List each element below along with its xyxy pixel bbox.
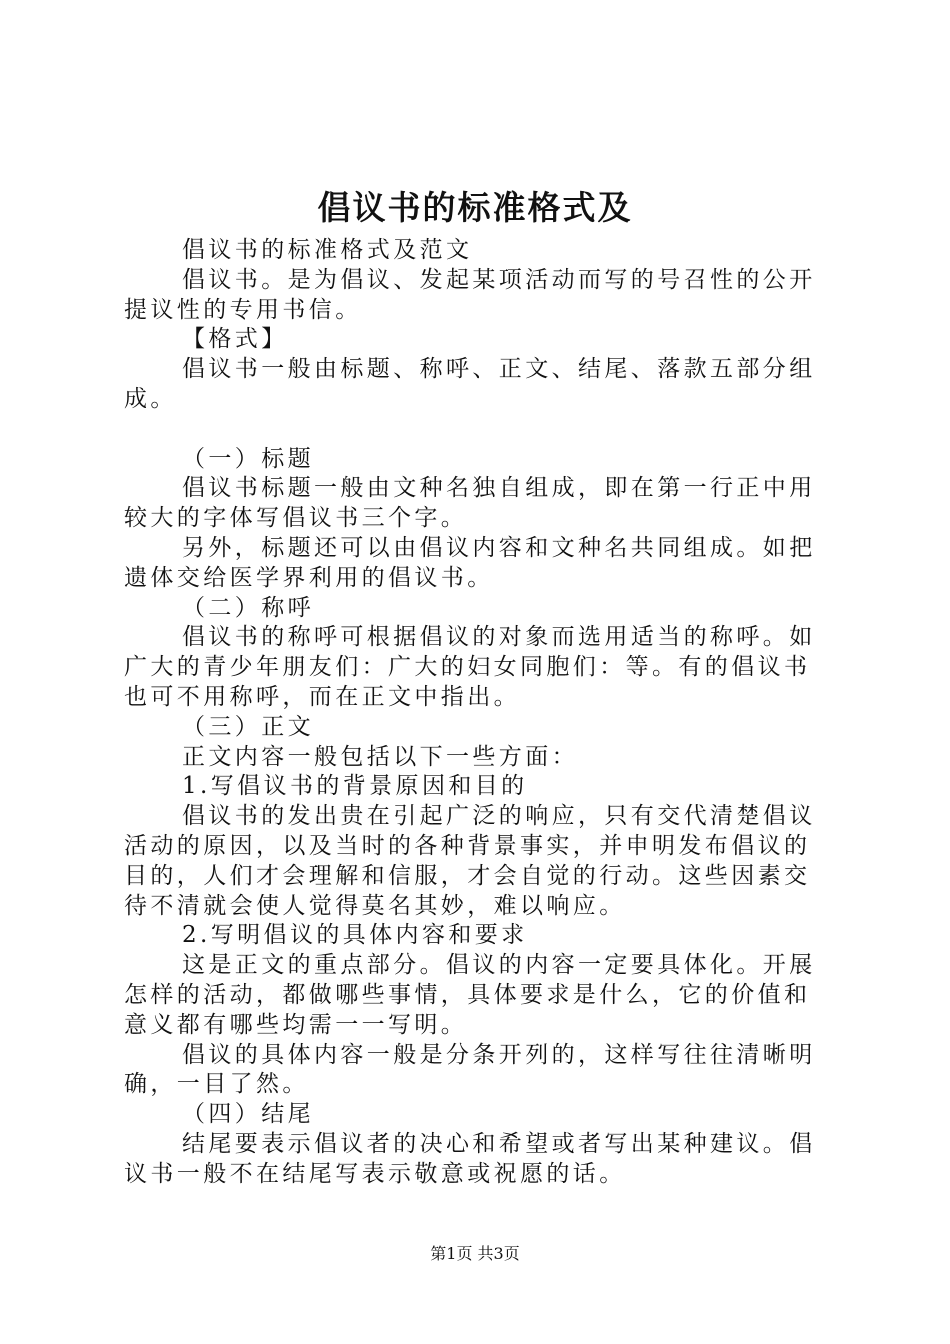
section-heading-ending: （四）结尾 (182, 1101, 314, 1128)
section-heading-salutation: （二）称呼 (182, 594, 314, 621)
paragraph-ending: 结尾要表示倡议者的决心和希望或者写出某种建议。倡议书一般不在结尾写表示敬意或祝愿的话。 (124, 1130, 816, 1187)
paragraph-format-heading: 【格式】 (182, 326, 288, 353)
blank-line (124, 415, 836, 445)
paragraph-title-2: 另外，标题还可以由倡议内容和文种名共同组成。如把遗体交给医学界利用的倡议书。 (124, 534, 816, 591)
paragraph-salutation: 倡议书的称呼可根据倡议的对象而选用适当的称呼。如广大的青少年朋友们：广大的妇女同胞们：等。有的倡议书也可不用称呼，而在正文中指出。 (124, 624, 816, 710)
paragraph-body-2: 这是正文的重点部分。倡议的内容一定要具体化。开展怎样的活动，都做哪些事情，具体要求是什么，它的价值和意义都有哪些均需一一写明。 (124, 952, 816, 1038)
section-heading-title: （一）标题 (182, 445, 314, 472)
paragraph-body-item-1: 1.写倡议书的背景原因和目的 (182, 773, 528, 800)
section-heading-body: （三）正文 (182, 713, 314, 740)
paragraph-definition: 倡议书。是为倡议、发起某项活动而写的号召性的公开提议性的专用书信。 (124, 266, 816, 323)
paragraph-body-1: 倡议书的发出贵在引起广泛的响应，只有交代清楚倡议活动的原因，以及当时的各种背景事实，并申明发布倡议的目的，人们才会理解和信服，才会自觉的行动。这些因素交待不清就会使人觉得莫名其妙，难以响应。 (124, 803, 816, 919)
paragraph-format-summary: 倡议书一般由标题、称呼、正文、结尾、落款五部分组成。 (124, 356, 816, 412)
paragraph-body-intro: 正文内容一般包括以下一些方面： (182, 743, 578, 770)
page-footer: 第1页 共3页 (430, 1244, 520, 1263)
paragraph-body-item-2: 2.写明倡议的具体内容和要求 (182, 922, 528, 949)
document-body (124, 236, 836, 1190)
paragraph-subtitle: 倡议书的标准格式及范文 (182, 237, 473, 263)
paragraph-title-1: 倡议书标题一般由文种名独自组成，即在第一行正中用较大的字体写倡议书三个字。 (124, 475, 816, 532)
paragraph-body-3: 倡议的具体内容一般是分条开列的，这样写往往清晰明确，一目了然。 (124, 1041, 816, 1098)
document-title: 倡议书的标准格式及 (317, 188, 633, 227)
